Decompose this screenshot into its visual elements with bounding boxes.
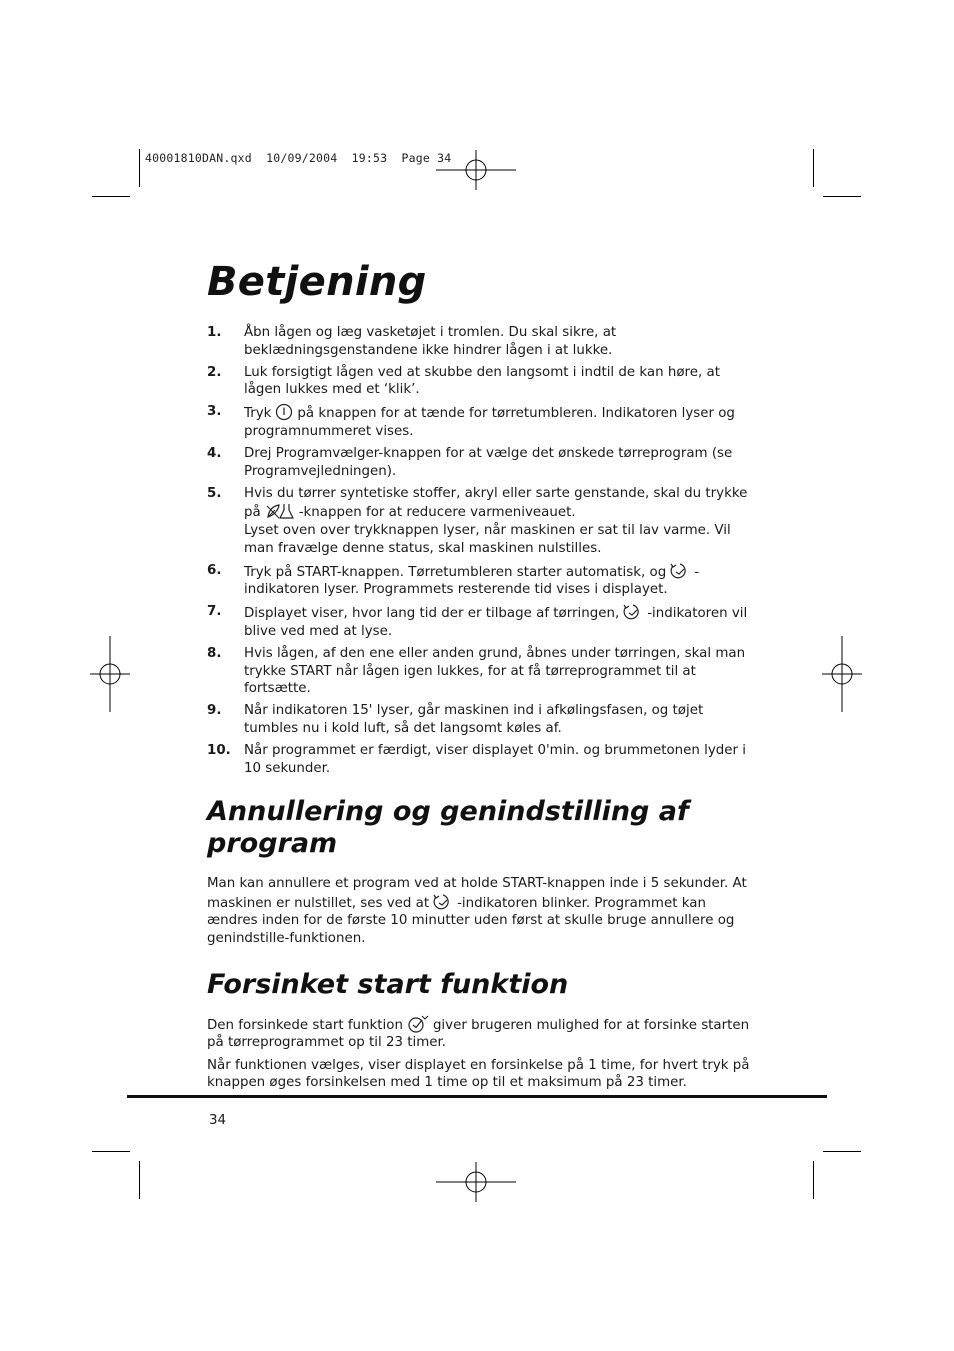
drying-icon xyxy=(623,603,643,621)
page-title: Betjening xyxy=(207,259,427,305)
list-item xyxy=(207,603,752,640)
step-text: Drej Programvælger-knappen for at vælge det ønskede tørreprogram (se Programvejledningen). xyxy=(244,446,733,479)
step-text: Når indikatoren 15' lyser, går maskinen ind i afkølingsfasen, og tøjet tumbles nu i kold luft, så det langsomt køles af. xyxy=(244,703,704,736)
step-number: 2. xyxy=(207,364,222,380)
delay-start-icon xyxy=(407,1015,429,1033)
step-text: Når programmet er færdigt, viser displayet 0'min. og brummetonen lyder i 10 sekunder. xyxy=(244,742,746,776)
registration-mark-icon xyxy=(822,636,862,712)
crop-mark xyxy=(813,1161,814,1199)
list-item xyxy=(207,702,752,737)
list-item xyxy=(207,364,752,399)
step-text: Hvis du tørrer syntetiske stoffer, akryl eller sarte genstande, skal du trykke på -knappen for at reducere varmeniveauet. Lyset oven over trykknappen lyser, når maskinen er sat til lav varme. Vil man fravælge denne status, skal maskinen nulstilles. xyxy=(244,485,748,556)
list-item xyxy=(207,645,752,698)
step-text: Displayet viser, hvor lang tid der er tilbage af tørringen, -indikatoren vil blive ved med at lyse. xyxy=(244,603,752,640)
cancel-reset-paragraph: Man kan annullere et program ved at holde START-knappen inde i 5 sekunder. At maskinen er nulstillet, ses ved at -indikatoren blinker. Programmet kan ændres inden for de første 10 minutter uden først at skulle bruge annullere og genindstille-funktionen. xyxy=(207,876,747,946)
printer-slug: 40001810DAN.qxd 10/09/2004 19:53 Page 34 xyxy=(145,151,452,165)
crop-mark xyxy=(813,149,814,187)
delayed-start-paragraph-1: Den forsinkede start funktion giver brugeren mulighed for at forsinke starten på tørreprogrammet op til 23 timer. xyxy=(207,1015,752,1052)
step-number: 7. xyxy=(207,604,222,620)
list-item xyxy=(207,324,752,359)
step-text: Åbn lågen og læg vasketøjet i tromlen. Du skal sikre, at beklædningsgenstandene ikke hindrer lågen i at lukke. xyxy=(244,325,617,358)
step-number: 9. xyxy=(207,703,222,719)
drying-icon xyxy=(433,893,453,911)
crop-mark xyxy=(92,196,130,197)
step-text: Luk forsigtigt lågen ved at skubbe den langsomt i indtil de kan høre, at lågen lukkes med et ‘klik’. xyxy=(244,364,720,398)
list-item xyxy=(207,742,752,777)
main-content xyxy=(207,258,752,1092)
step-number: 10. xyxy=(207,742,231,758)
step-text: Hvis lågen, af den ene eller anden grund, åbnes under tørringen, skal man trykke START når lågen igen lukkes, for at få tørreprogrammet til at fortsætte. xyxy=(244,646,746,697)
crop-mark xyxy=(139,1161,140,1199)
step-number: 3. xyxy=(207,404,222,420)
step-number: 4. xyxy=(207,446,222,462)
crop-mark xyxy=(823,1151,861,1152)
registration-mark-icon xyxy=(90,636,130,712)
section-title-delayed-start: Forsinket start funktion xyxy=(207,968,569,1000)
step-number: 5. xyxy=(207,485,222,501)
footer-rule xyxy=(127,1095,827,1098)
crop-mark xyxy=(139,149,140,187)
crop-mark xyxy=(92,1151,130,1152)
instruction-list xyxy=(207,324,752,777)
power-icon xyxy=(275,403,293,421)
step-number: 1. xyxy=(207,325,222,340)
step-number: 8. xyxy=(207,646,222,661)
list-item xyxy=(207,485,752,557)
registration-mark-icon xyxy=(436,150,516,190)
registration-mark-icon xyxy=(436,1162,516,1202)
step-number: 6. xyxy=(207,562,222,578)
list-item xyxy=(207,562,752,599)
step-text: Tryk på knappen for at tænde for tørretumbleren. Indikatoren lyser og programnummeret vises. xyxy=(244,403,752,440)
page-number: 34 xyxy=(209,1113,227,1128)
drying-icon xyxy=(670,562,690,580)
list-item xyxy=(207,445,752,480)
delayed-start-paragraph-2: Når funktionen vælges, viser displayet en forsinkelse på 1 time, for hvert tryk på knappen øges forsinkelsen med 1 time op til et maksimum på 23 timer. xyxy=(207,1057,750,1091)
list-item xyxy=(207,403,752,440)
low-heat-icon xyxy=(265,502,295,520)
step-text: Tryk på START-knappen. Tørretumbleren starter automatisk, og -indikatoren lyser. Programmets resterende tid vises i displayet. xyxy=(244,562,752,599)
section-title-cancel-reset: Annullering og genindstilling af program xyxy=(207,796,689,860)
crop-mark xyxy=(823,196,861,197)
